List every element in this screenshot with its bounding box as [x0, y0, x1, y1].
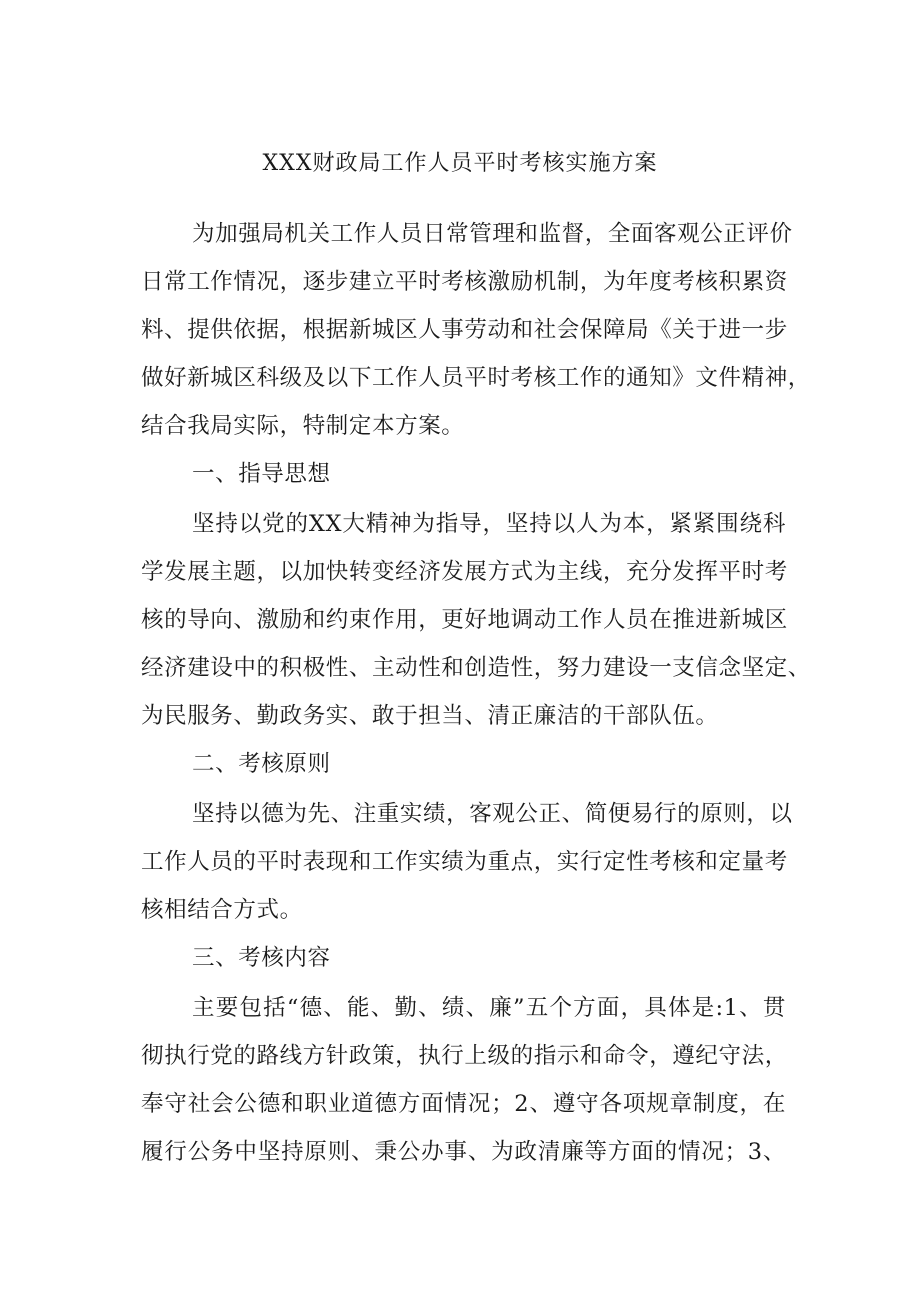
document-title: XXX财政局工作人员平时考核实施方案 [262, 151, 658, 176]
paragraph-line: 经济建设中的积极性、主动性和创造性，努力建设一支信念坚定、 [141, 655, 811, 681]
paragraph-line: 做好新城区科级及以下工作人员平时考核工作的通知》文件精神， [141, 365, 811, 391]
section-heading: 一、指导思想 [192, 461, 331, 487]
paragraph-line: 料、提供依据，根据新城区人事劳动和社会保障局《关于进一步 [141, 317, 788, 343]
paragraph-line: 彻执行党的路线方针政策，执行上级的指示和命令，遵纪守法， [141, 1043, 788, 1069]
paragraph-line: 主要包括“德、能、勤、绩、廉”五个方面，具体是:1、贯 [192, 995, 786, 1021]
paragraph-line: 核相结合方式。 [141, 897, 303, 923]
paragraph-line: 学发展主题，以加快转变经济发展方式为主线，充分发挥平时考 [141, 559, 788, 585]
section-heading: 三、考核内容 [192, 945, 331, 971]
section-heading: 二、考核原则 [192, 751, 331, 777]
paragraph-line: 坚持以党的XX大精神为指导，坚持以人为本，紧紧围绕科 [192, 511, 786, 537]
paragraph-line: 日常工作情况，逐步建立平时考核激励机制，为年度考核积累资 [141, 269, 788, 295]
paragraph-line: 为加强局机关工作人员日常管理和监督，全面客观公正评价 [192, 221, 793, 247]
paragraph-line: 坚持以德为先、注重实绩，客观公正、简便易行的原则，以 [192, 801, 793, 827]
paragraph-line: 工作人员的平时表现和工作实绩为重点，实行定性考核和定量考 [141, 849, 788, 875]
paragraph-line: 奉守社会公德和职业道德方面情况；2、遵守各项规章制度，在 [141, 1091, 786, 1117]
paragraph-line: 结合我局实际，特制定本方案。 [141, 413, 465, 439]
paragraph-line: 核的导向、激励和约束作用，更好地调动工作人员在推进新城区 [141, 607, 788, 633]
paragraph-line: 履行公务中坚持原则、秉公办事、为政清廉等方面的情况；3、 [141, 1139, 786, 1165]
paragraph-line: 为民服务、勤政务实、敢于担当、清正廉洁的干部队伍。 [141, 703, 719, 729]
